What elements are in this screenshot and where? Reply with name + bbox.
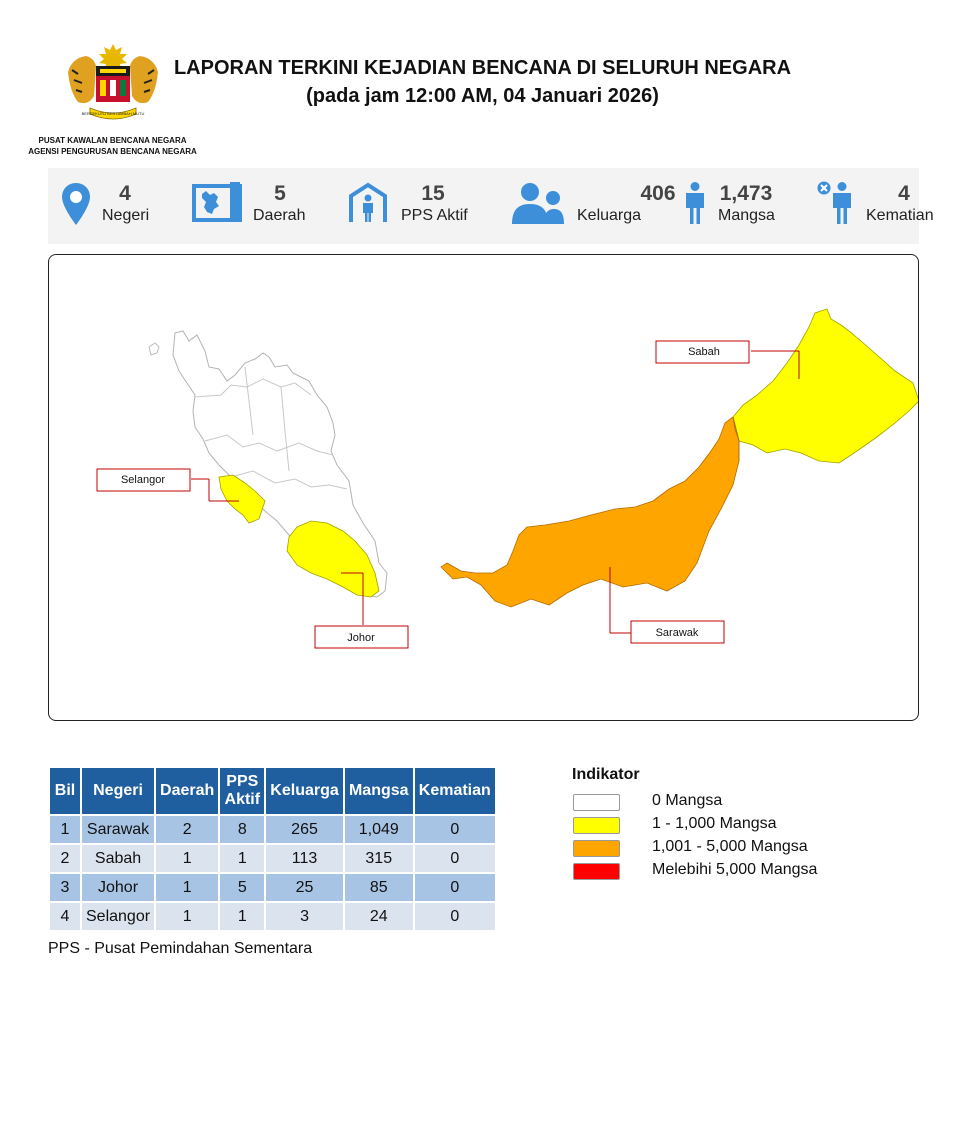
legend-label: 0 Mangsa bbox=[652, 792, 723, 809]
stat-label: Mangsa bbox=[718, 207, 775, 224]
title-line-1: LAPORAN TERKINI KEJADIAN BENCANA DI SELURUH NEGARA bbox=[173, 57, 792, 79]
legend-item bbox=[572, 813, 777, 836]
table-cell: 265 bbox=[266, 816, 342, 843]
footnote-pps: PPS - Pusat Pemindahan Sementara bbox=[48, 940, 313, 957]
column-header: Keluarga bbox=[266, 768, 342, 814]
stat-daerah bbox=[188, 168, 328, 244]
title-line-2: (pada jam 12:00 AM, 04 Januari 2026) bbox=[306, 85, 659, 107]
legend-label: 1 - 1,000 Mangsa bbox=[652, 815, 777, 832]
label-sarawak-text: Sarawak bbox=[655, 627, 699, 639]
legend-swatch bbox=[573, 840, 620, 857]
table-cell: 0 bbox=[415, 874, 495, 901]
column-header: PPS Aktif bbox=[220, 768, 264, 814]
stat-label: Daerah bbox=[253, 207, 306, 224]
stat-kematian bbox=[816, 168, 934, 244]
legend-item bbox=[572, 859, 818, 882]
table-cell: 315 bbox=[345, 845, 413, 872]
stat-pps-aktif bbox=[344, 168, 504, 244]
deceased-person-icon bbox=[816, 180, 854, 224]
legend-item bbox=[572, 836, 808, 859]
coat-of-arms-logo bbox=[60, 42, 166, 124]
sarawak-region bbox=[441, 417, 739, 607]
table-cell: 2 bbox=[50, 845, 80, 872]
stat-label: Kematian bbox=[866, 207, 934, 224]
stat-keluarga bbox=[510, 168, 676, 244]
table-cell: 1 bbox=[156, 903, 218, 930]
family-icon bbox=[510, 182, 566, 224]
table-cell: Sabah bbox=[82, 845, 154, 872]
langkawi-island bbox=[149, 343, 159, 355]
table-cell: 1 bbox=[156, 874, 218, 901]
report-title bbox=[165, 54, 800, 110]
table-cell: 113 bbox=[266, 845, 342, 872]
state-summary-table bbox=[48, 766, 497, 932]
stat-mangsa bbox=[680, 168, 790, 244]
person-icon bbox=[684, 182, 706, 224]
stat-label: Keluarga bbox=[577, 207, 642, 224]
label-selangor-text: Selangor bbox=[120, 474, 166, 486]
legend-title: Indikator bbox=[572, 766, 640, 783]
table-cell: 0 bbox=[415, 816, 495, 843]
stat-label: PPS Aktif bbox=[401, 207, 468, 224]
label-sabah-text: Sabah bbox=[688, 346, 720, 358]
table-cell: 8 bbox=[220, 816, 264, 843]
table-cell: 3 bbox=[266, 903, 342, 930]
table-cell: 1 bbox=[220, 845, 264, 872]
legend-swatch bbox=[573, 863, 620, 880]
stat-value: 15 bbox=[421, 182, 445, 205]
table-row bbox=[50, 816, 495, 843]
shelter-icon bbox=[348, 182, 388, 224]
table-cell: 4 bbox=[50, 903, 80, 930]
column-header: Bil bbox=[50, 768, 80, 814]
label-sabah bbox=[656, 341, 799, 379]
column-header: Kematian bbox=[415, 768, 495, 814]
table-cell: 0 bbox=[415, 845, 495, 872]
stat-negeri bbox=[48, 168, 178, 244]
location-pin-icon bbox=[62, 183, 90, 225]
stat-value: 4 bbox=[119, 182, 131, 205]
agency-line-1: PUSAT KAWALAN BENCANA NEGARA bbox=[38, 136, 187, 145]
table-cell: Selangor bbox=[82, 903, 154, 930]
stat-value: 406 bbox=[640, 182, 676, 205]
table-cell: 24 bbox=[345, 903, 413, 930]
svg-text:BERSEKUTU BERTAMBAH MUTU: BERSEKUTU BERTAMBAH MUTU bbox=[81, 111, 145, 116]
legend-label: Melebihi 5,000 Mangsa bbox=[652, 861, 818, 878]
table-header-row bbox=[50, 768, 495, 814]
table-cell: 1,049 bbox=[345, 816, 413, 843]
table-row bbox=[50, 845, 495, 872]
stat-value: 5 bbox=[274, 182, 286, 205]
label-selangor bbox=[97, 469, 239, 501]
legend-swatch bbox=[573, 817, 620, 834]
column-header: Negeri bbox=[82, 768, 154, 814]
table-cell: 2 bbox=[156, 816, 218, 843]
column-header: Daerah bbox=[156, 768, 218, 814]
summary-stats-bar bbox=[48, 168, 934, 244]
table-row bbox=[50, 874, 495, 901]
table-cell: Sarawak bbox=[82, 816, 154, 843]
agency-name bbox=[20, 135, 205, 157]
table-cell: 25 bbox=[266, 874, 342, 901]
table-cell: 1 bbox=[156, 845, 218, 872]
legend-label: 1,001 - 5,000 Mangsa bbox=[652, 838, 808, 855]
map-legend bbox=[572, 766, 818, 882]
table-cell: 85 bbox=[345, 874, 413, 901]
district-map-icon bbox=[192, 182, 242, 224]
legend-item bbox=[572, 790, 723, 813]
column-header: Mangsa bbox=[345, 768, 413, 814]
table-cell: 3 bbox=[50, 874, 80, 901]
legend-swatch bbox=[573, 794, 620, 811]
table-row bbox=[50, 903, 495, 930]
table-cell: 1 bbox=[220, 903, 264, 930]
table-cell: 0 bbox=[415, 903, 495, 930]
agency-line-2: AGENSI PENGURUSAN BENCANA NEGARA bbox=[28, 147, 197, 156]
table-cell: 1 bbox=[50, 816, 80, 843]
stat-value: 4 bbox=[898, 182, 910, 205]
table-cell: 5 bbox=[220, 874, 264, 901]
malaysia-map bbox=[48, 254, 919, 721]
stat-value: 1,473 bbox=[719, 182, 773, 205]
sabah-region bbox=[733, 309, 918, 463]
stat-label: Negeri bbox=[102, 207, 150, 224]
table-cell: Johor bbox=[82, 874, 154, 901]
label-johor-text: Johor bbox=[347, 632, 375, 644]
